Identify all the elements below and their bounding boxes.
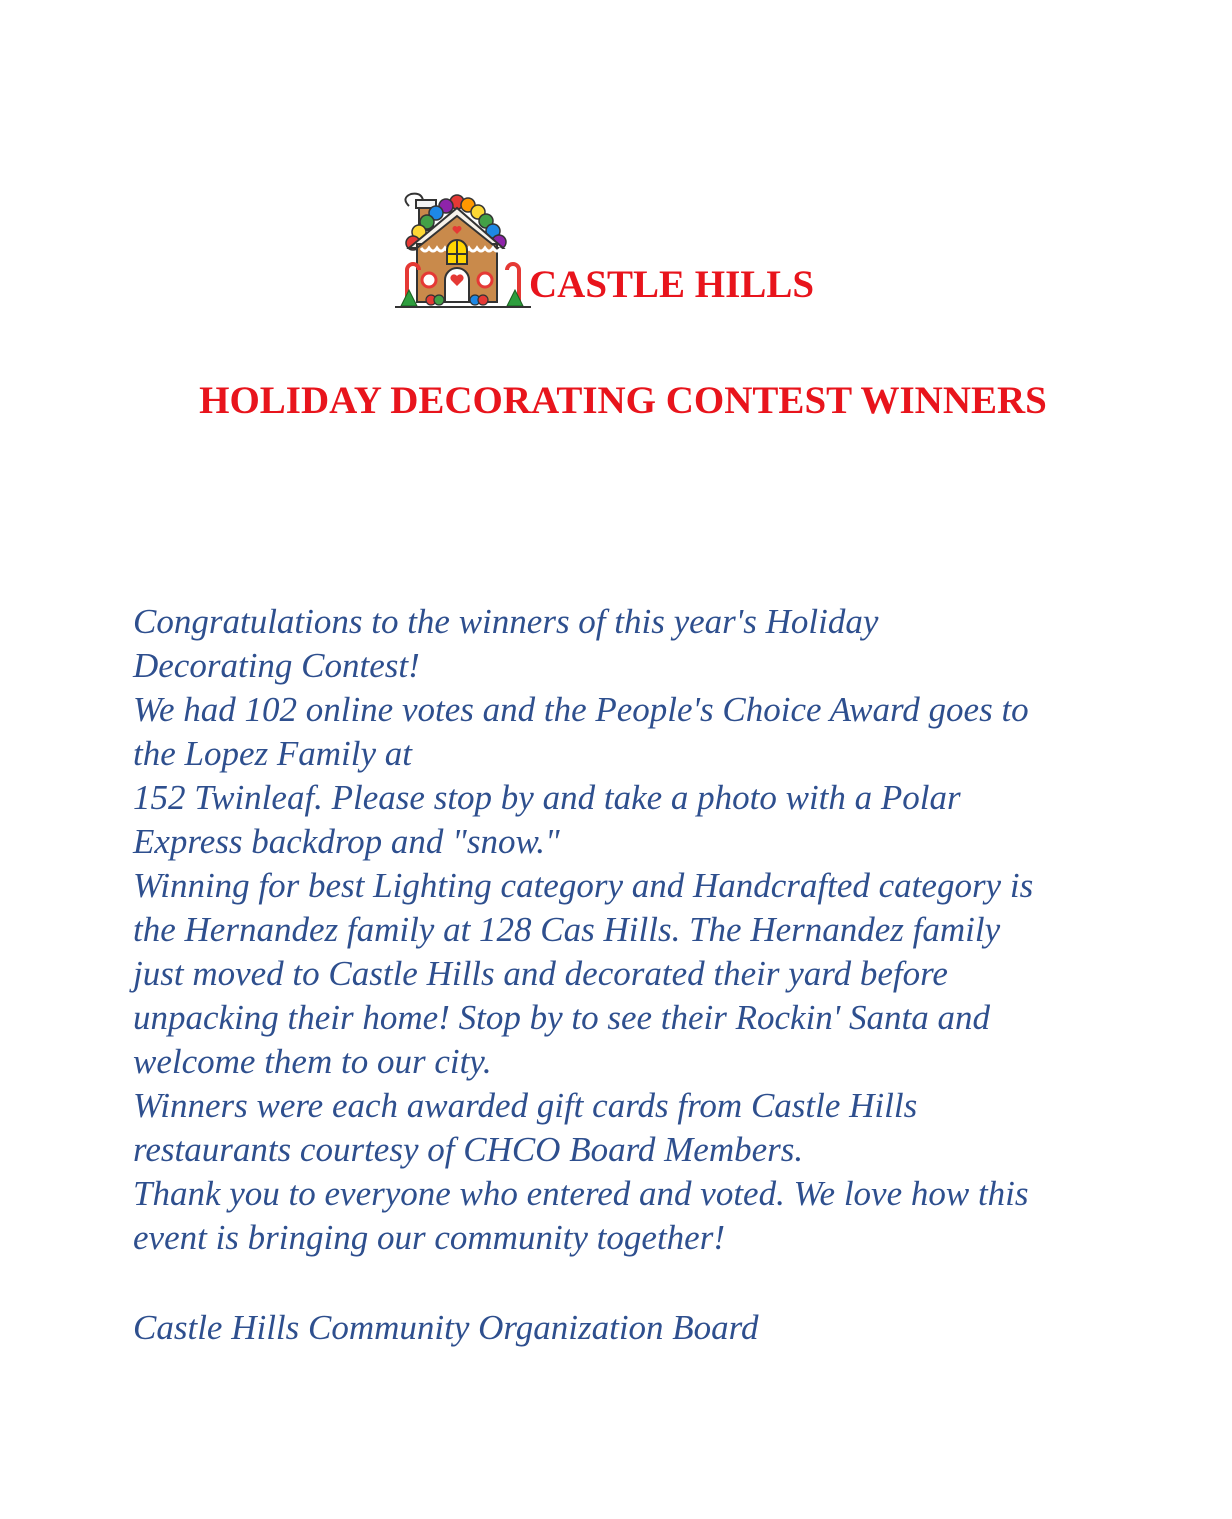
body-line: the Hernandez family at 128 Cas Hills. The Hernandez family	[133, 910, 1001, 949]
body-line: Decorating Contest!	[133, 646, 420, 685]
body-line: 152 Twinleaf. Please stop by and take a photo with a Polar	[133, 778, 961, 817]
body-line: Winning for best Lighting category and Handcrafted category is	[133, 866, 1034, 905]
body-line: event is bringing our community together!	[133, 1218, 725, 1257]
body-line: just moved to Castle Hills and decorated their yard before	[133, 954, 948, 993]
body-line: welcome them to our city.	[133, 1042, 492, 1081]
body-line: restaurants courtesy of CHCO Board Members.	[133, 1130, 804, 1169]
signature: Castle Hills Community Organization Board	[133, 1308, 759, 1347]
announcement-body	[133, 600, 1123, 1260]
body-line: unpacking their home! Stop by to see their Rockin' Santa and	[133, 998, 991, 1037]
body-line: Winners were each awarded gift cards from Castle Hills	[133, 1086, 918, 1125]
org-name: CASTLE HILLS	[529, 263, 815, 306]
contest-title: HOLIDAY DECORATING CONTEST WINNERS	[199, 379, 1047, 422]
body-line: Thank you to everyone who entered and voted. We love how this	[133, 1174, 1029, 1213]
header-logo-row	[395, 185, 814, 310]
body-line: the Lopez Family at	[133, 734, 412, 773]
gingerbread-house-icon	[395, 192, 531, 310]
body-line: Congratulations to the winners of this year's Holiday	[133, 602, 879, 641]
body-line: We had 102 online votes and the People's Choice Award goes to	[133, 690, 1029, 729]
body-line: Express backdrop and "snow."	[133, 822, 560, 861]
